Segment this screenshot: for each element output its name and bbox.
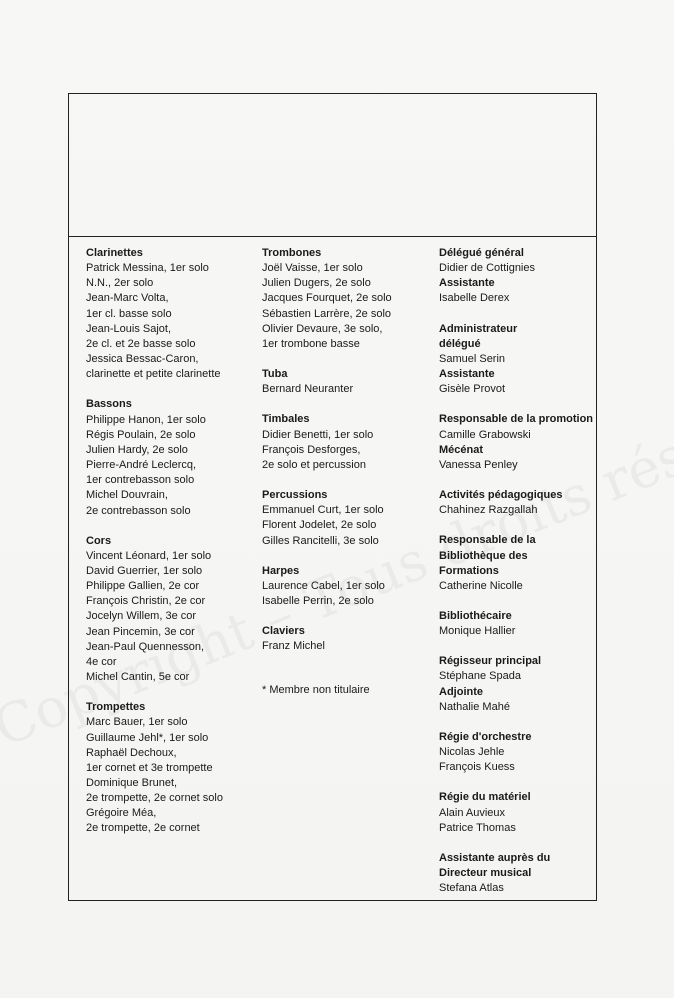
- roster-line: Guillaume Jehl*, 1er solo: [86, 731, 209, 744]
- roster-line: Dominique Brunet,: [86, 777, 178, 789]
- role-heading: Activités pédagogiques: [439, 489, 563, 502]
- staff-block: [439, 851, 594, 896]
- roster-line: Olivier Devaure, 3e solo,: [262, 322, 383, 335]
- frame-divider: [69, 236, 596, 237]
- roster-line: clarinette et petite clarinette: [86, 368, 221, 381]
- section-heading: Harpes: [262, 564, 300, 577]
- section-bassons: [86, 397, 261, 518]
- roster-line: 2e trompette, 2e cornet solo: [86, 792, 223, 805]
- roster-line: Marc Bauer, 1er solo: [86, 716, 188, 729]
- staff-name: Vanessa Penley: [439, 458, 518, 471]
- role-heading: Responsable de la: [439, 534, 536, 547]
- staff-name: Nicolas Jehle: [439, 746, 505, 759]
- roster-line: 4e cor: [86, 655, 117, 668]
- role-heading: Administrateur: [439, 322, 518, 335]
- roster-line: Jean-Paul Quennesson,: [86, 640, 205, 653]
- staff-block: [439, 322, 594, 398]
- section-timbales: [262, 412, 437, 473]
- roster-line: Didier Benetti, 1er solo: [262, 428, 374, 441]
- section-tuba: [262, 367, 437, 397]
- role-heading: Assistante auprès du: [439, 851, 551, 864]
- section-heading: Claviers: [262, 625, 305, 638]
- roster-line: Raphaël Dechoux,: [86, 746, 177, 759]
- staff-name: Camille Grabowski: [439, 428, 531, 441]
- staff-name: Alain Auvieux: [439, 806, 506, 819]
- roster-line: Bernard Neuranter: [262, 383, 354, 396]
- staff-block: [439, 533, 594, 594]
- roster-frame: [68, 93, 597, 901]
- staff-name: Nathalie Mahé: [439, 700, 510, 713]
- section-heading: Tuba: [262, 368, 288, 381]
- roster-line: 2e trompette, 2e cornet: [86, 822, 200, 835]
- roster-line: Michel Douvrain,: [86, 489, 168, 502]
- role-heading: Bibliothèque des: [439, 549, 528, 562]
- roster-line: Jean-Louis Sajot,: [86, 322, 171, 335]
- staff-block: [439, 730, 594, 775]
- roster-line: Franz Michel: [262, 640, 325, 653]
- role-heading: Formations: [439, 564, 499, 577]
- section-cors: [86, 534, 261, 686]
- roster-line: 1er contrebasson solo: [86, 474, 195, 487]
- section-heading: Cors: [86, 534, 112, 547]
- role-heading: Régisseur principal: [439, 655, 542, 668]
- staff-block: [439, 790, 594, 835]
- staff-name: Monique Hallier: [439, 625, 516, 638]
- section-heading: Trombones: [262, 247, 322, 259]
- roster-line: Jocelyn Willem, 3e cor: [86, 610, 197, 623]
- role-heading: Régie du matériel: [439, 791, 531, 804]
- column-staff: [439, 246, 594, 911]
- staff-name: Catherine Nicolle: [439, 579, 523, 592]
- staff-name: Patrice Thomas: [439, 821, 516, 834]
- roster-line: Julien Dugers, 2e solo: [262, 277, 371, 290]
- role-heading: Directeur musical: [439, 867, 532, 879]
- roster-line: Jean-Marc Volta,: [86, 292, 169, 305]
- roster-line: 2e solo et percussion: [262, 458, 366, 471]
- roster-line: Régis Poulain, 2e solo: [86, 428, 196, 441]
- roster-line: Grégoire Méa,: [86, 807, 157, 820]
- roster-line: Michel Cantin, 5e cor: [86, 671, 190, 684]
- roster-line: 1er trombone basse: [262, 337, 360, 350]
- roster-line: Pierre-André Leclercq,: [86, 459, 197, 472]
- role-heading: Bibliothécaire: [439, 609, 512, 622]
- roster-line: François Desforges,: [262, 443, 361, 456]
- column-musicians-2: [262, 246, 437, 699]
- staff-name: Samuel Serin: [439, 352, 506, 365]
- staff-name: Chahinez Razgallah: [439, 504, 538, 517]
- role-heading: Assistante: [439, 368, 495, 381]
- role-heading: délégué: [439, 337, 481, 350]
- roster-line: 2e cl. et 2e basse solo: [86, 337, 196, 350]
- roster-line: Florent Jodelet, 2e solo: [262, 519, 377, 532]
- roster-line: N.N., 2er solo: [86, 277, 154, 290]
- staff-block: [439, 654, 594, 715]
- section-harpes: [262, 564, 437, 609]
- section-heading: Trompettes: [86, 701, 146, 714]
- staff-block: [439, 246, 594, 307]
- role-heading: Régie d'orchestre: [439, 730, 532, 743]
- roster-line: Vincent Léonard, 1er solo: [86, 549, 212, 562]
- section-clarinettes: [86, 246, 261, 382]
- role-heading: Délégué général: [439, 247, 524, 259]
- roster-line: Jessica Bessac-Caron,: [86, 353, 199, 366]
- roster-line: François Christin, 2e cor: [86, 595, 206, 608]
- roster-line: David Guerrier, 1er solo: [86, 564, 203, 577]
- role-heading: Assistante: [439, 277, 495, 290]
- roster-line: Sébastien Larrère, 2e solo: [262, 307, 392, 320]
- roster-line: Gilles Rancitelli, 3e solo: [262, 534, 379, 547]
- roster-line: 2e contrebasson solo: [86, 504, 191, 517]
- section-heading: Timbales: [262, 413, 310, 426]
- staff-name: Gisèle Provot: [439, 383, 506, 396]
- roster-line: Jean Pincemin, 3e cor: [86, 625, 195, 638]
- role-heading: Mécénat: [439, 443, 484, 456]
- section-heading: Clarinettes: [86, 247, 143, 259]
- roster-line: Philippe Hanon, 1er solo: [86, 413, 206, 426]
- roster-line: Jacques Fourquet, 2e solo: [262, 292, 392, 305]
- roster-line: Philippe Gallien, 2e cor: [86, 580, 200, 593]
- section-claviers: [262, 624, 437, 654]
- staff-name: Didier de Cottignies: [439, 262, 535, 275]
- role-heading: Responsable de la promotion: [439, 413, 594, 426]
- section-trombones: [262, 246, 437, 352]
- roster-line: Laurence Cabel, 1er solo: [262, 579, 385, 592]
- column-musicians-1: [86, 246, 261, 852]
- roster-line: Julien Hardy, 2e solo: [86, 443, 188, 456]
- section-percussions: [262, 488, 437, 549]
- section-heading: Percussions: [262, 489, 328, 502]
- roster-line: Emmanuel Curt, 1er solo: [262, 504, 384, 517]
- staff-name: Stéphane Spada: [439, 670, 521, 683]
- role-heading: Adjointe: [439, 685, 483, 698]
- section-heading: Bassons: [86, 398, 132, 411]
- roster-line: 1er cl. basse solo: [86, 307, 172, 320]
- roster-line: 1er cornet et 3e trompette: [86, 761, 213, 774]
- staff-block: [439, 412, 594, 473]
- roster-line: Isabelle Perrin, 2e solo: [262, 594, 374, 607]
- roster-line: Patrick Messina, 1er solo: [86, 262, 209, 275]
- footnote: * Membre non titulaire: [262, 684, 370, 697]
- section-trompettes: [86, 700, 261, 836]
- staff-block: [439, 609, 594, 639]
- staff-name: Isabelle Derex: [439, 292, 510, 305]
- staff-block: [439, 488, 594, 518]
- roster-line: Joël Vaisse, 1er solo: [262, 262, 363, 275]
- staff-name: François Kuess: [439, 761, 515, 774]
- staff-name: Stefana Atlas: [439, 882, 504, 895]
